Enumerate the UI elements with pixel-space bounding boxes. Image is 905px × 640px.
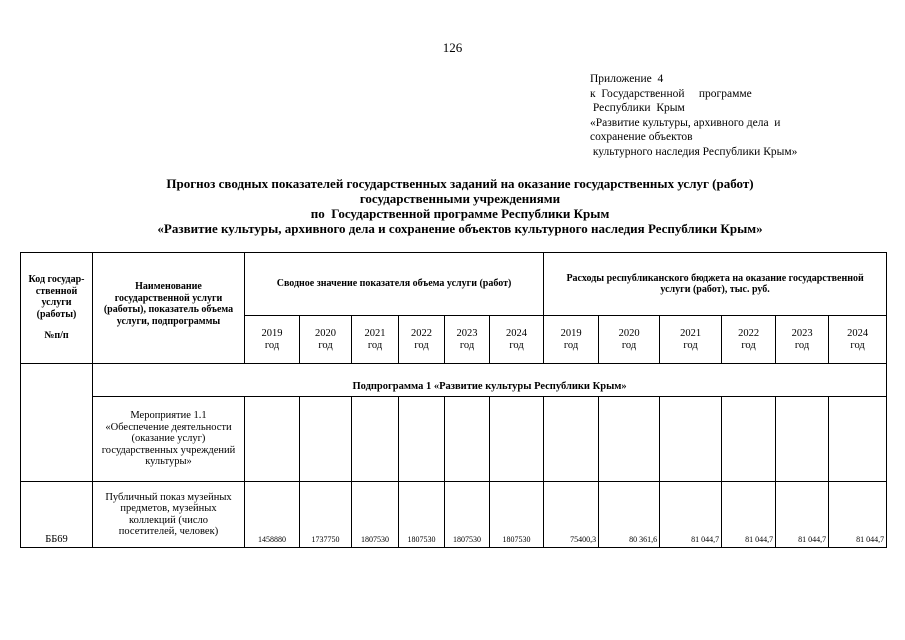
volume-value-2021: 1807530: [352, 482, 399, 548]
forecast-table: [20, 252, 887, 548]
year-header-expense-2022: [722, 316, 776, 364]
year-unit: год: [741, 339, 756, 351]
title-line: по Государственной программе Республики Крым: [310, 206, 610, 221]
table-row: [21, 482, 887, 548]
code-number-header: №п/п: [44, 330, 69, 342]
year-label: 2023: [456, 328, 478, 339]
empty-cell: [599, 397, 660, 482]
page-number: 126: [442, 40, 463, 55]
year-label: 2024: [847, 328, 869, 339]
empty-cell: [352, 397, 399, 482]
year-unit: год: [683, 339, 698, 351]
volume-value-2019: 1458880: [245, 482, 300, 548]
year-header-volume-2019: [245, 316, 300, 364]
empty-cell: [722, 397, 776, 482]
year-unit: год: [264, 339, 280, 351]
year-header-expense-2024: [829, 316, 887, 364]
title-line: государственными учреждениями: [359, 191, 561, 206]
volume-group-header: Сводное значение показателя объема услуги (работ): [245, 253, 544, 316]
year-label: 2022: [738, 328, 760, 339]
year-label: 2023: [791, 328, 813, 339]
title-line: Прогноз сводных показателей государственных заданий на оказание государственных услуг (работ): [166, 176, 754, 191]
year-unit: год: [414, 339, 429, 351]
service-code: ББ69: [21, 482, 93, 548]
volume-value-2020: 1737750: [300, 482, 352, 548]
expense-value-2022: 81 044,7: [722, 482, 776, 548]
year-header-volume-2020: [300, 316, 352, 364]
year-header-expense-2021: [660, 316, 722, 364]
year-label: 2022: [411, 328, 432, 339]
empty-cell: [445, 397, 490, 482]
year-label: 2020: [315, 328, 336, 339]
appendix-line: Республики Крым: [590, 102, 685, 114]
year-header-volume-2022: [399, 316, 445, 364]
empty-cell: [300, 397, 352, 482]
year-unit: год: [367, 339, 383, 351]
empty-cell: [245, 397, 300, 482]
year-header-volume-2023: [445, 316, 490, 364]
subprogram-title: Подпрограмма 1 «Развитие культуры Республики Крым»: [93, 364, 887, 397]
year-unit: год: [621, 339, 637, 351]
appendix-line: Приложение 4: [590, 73, 664, 85]
year-unit: год: [509, 339, 524, 351]
empty-cell: [829, 397, 887, 482]
year-label: 2020: [618, 328, 640, 339]
year-label: 2019: [261, 328, 283, 339]
empty-cell: [660, 397, 722, 482]
appendix-line: к Государственной программе: [590, 87, 752, 100]
code-header-text: Код государ-ственной услуги (работы): [28, 274, 85, 320]
year-label: 2021: [364, 328, 386, 339]
empty-cell: [490, 397, 544, 482]
year-header-expense-2023: [776, 316, 829, 364]
year-unit: год: [459, 339, 475, 351]
year-label: 2024: [506, 328, 528, 339]
year-unit: год: [318, 339, 333, 351]
code-header: [21, 253, 93, 364]
appendix-line: культурного наследия Республики Крым»: [590, 145, 798, 158]
expense-value-2020: 80 361,6: [599, 482, 660, 548]
year-unit: год: [563, 339, 579, 351]
appendix-line: сохранение объектов: [590, 131, 693, 143]
expense-value-2021: 81 044,7: [660, 482, 722, 548]
year-header-volume-2024: [490, 316, 544, 364]
service-name: Публичный показ музейных предметов, музейных коллекций (число посетителей, человек): [93, 482, 245, 548]
appendix-reference: [590, 72, 797, 159]
volume-value-2023: 1807530: [445, 482, 490, 548]
appendix-line: «Развитие культуры, архивного дела и: [590, 116, 781, 129]
name-header: Наименование государственной услуги (работы), показатель объема услуги, подпрограммы: [93, 253, 245, 364]
event-cell: Мероприятие 1.1 «Обеспечение деятельности (оказание услуг) государственных учреждений культуры»: [93, 397, 245, 482]
year-header-expense-2019: [544, 316, 599, 364]
volume-value-2024: 1807530: [490, 482, 544, 548]
title-line: «Развитие культуры, архивного дела и сохранение объектов культурного наследия Республики Крым»: [157, 221, 763, 236]
empty-cell: [544, 397, 599, 482]
expense-group-header: Расходы республиканского бюджета на оказание государственной услуги (работ), тыс. руб.: [544, 253, 887, 316]
volume-value-2022: 1807530: [399, 482, 445, 548]
expense-value-2023: 81 044,7: [776, 482, 829, 548]
empty-cell: [776, 397, 829, 482]
expense-value-2019: 75400,3: [544, 482, 599, 548]
year-header-expense-2020: [599, 316, 660, 364]
empty-cell: [399, 397, 445, 482]
year-label: 2019: [560, 328, 582, 339]
year-header-volume-2021: [352, 316, 399, 364]
empty-code-cell: [21, 364, 93, 482]
year-label: 2021: [680, 328, 702, 339]
document-title: [60, 176, 860, 236]
expense-value-2024: 81 044,7: [829, 482, 887, 548]
year-unit: год: [794, 339, 810, 351]
year-unit: год: [850, 339, 865, 351]
